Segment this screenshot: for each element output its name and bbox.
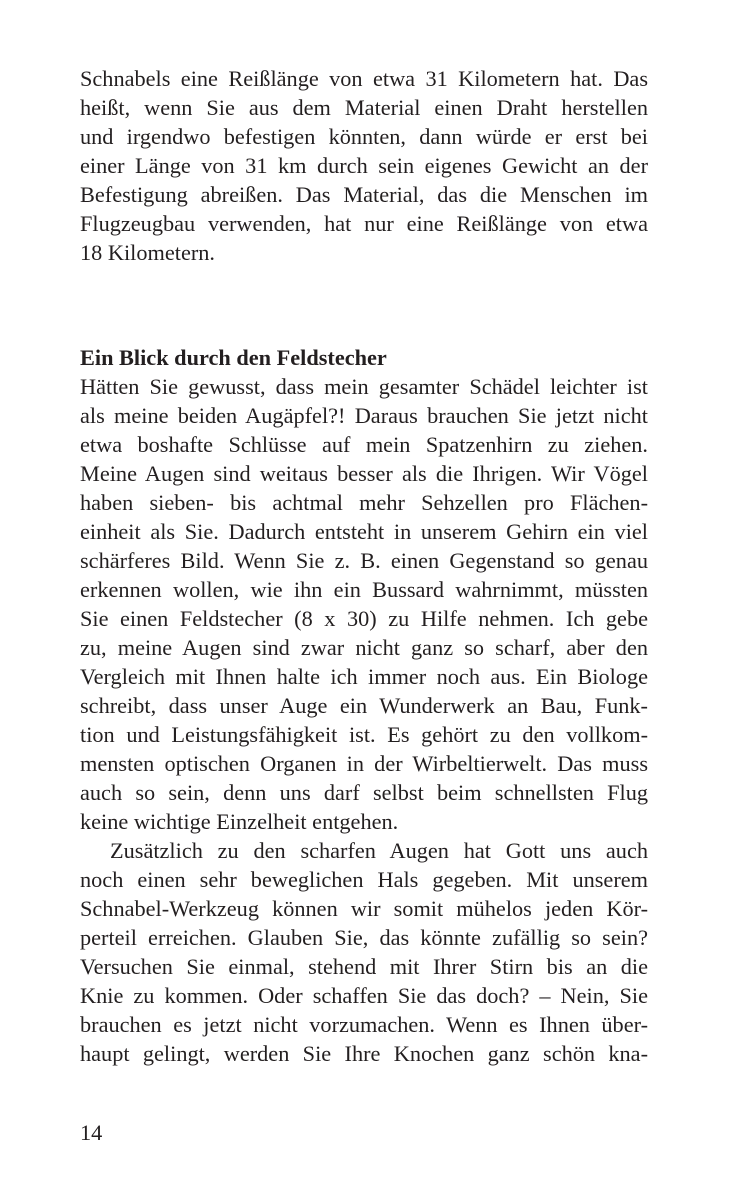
text-line: heißt, wenn Sie aus dem Material einen Draht herstellen: [80, 95, 648, 120]
text-line: und irgendwo befestigen könnten, dann würde er erst bei: [80, 124, 648, 149]
text-line: brauchen es jetzt nicht vorzumachen. Wenn es Ihnen über-: [80, 1012, 648, 1037]
text-line: 18 Kilometern.: [80, 240, 215, 265]
text-line: haupt gelingt, werden Sie Ihre Knochen ganz schön kna-: [80, 1041, 648, 1066]
text-line: Hätten Sie gewusst, dass mein gesamter Schädel leichter ist: [80, 374, 648, 399]
text-line: perteil erreichen. Glauben Sie, das könnte zufällig so sein?: [80, 925, 648, 950]
text-line: keine wichtige Einzelheit entgehen.: [80, 809, 399, 834]
section-heading: Ein Blick durch den Feldstecher: [80, 345, 387, 370]
text-line: Meine Augen sind weitaus besser als die Ihrigen. Wir Vögel: [80, 461, 648, 486]
text-line: erkennen wollen, wie ihn ein Bussard wahrnimmt, müssten: [80, 577, 648, 602]
text-line: etwa boshafte Schlüsse auf mein Spatzenhirn zu ziehen.: [80, 432, 648, 457]
text-line: Flugzeugbau verwenden, hat nur eine Reißlänge von etwa: [80, 211, 648, 236]
body-paragraph: [80, 372, 648, 836]
text-line: Befestigung abreißen. Das Material, das die Menschen im: [80, 182, 648, 207]
text-line: Zusätzlich zu den scharfen Augen hat Gott uns auch: [110, 838, 648, 863]
continuation-paragraph: [80, 64, 648, 267]
text-line: Knie zu kommen. Oder schaffen Sie das doch? – Nein, Sie: [80, 983, 648, 1008]
text-line: Sie einen Feldstecher (8 x 30) zu Hilfe nehmen. Ich gebe: [80, 606, 648, 631]
text-line: auch so sein, denn uns darf selbst beim schnellsten Flug: [80, 780, 648, 805]
text-line: schärferes Bild. Wenn Sie z. B. einen Gegenstand so genau: [80, 548, 648, 573]
text-line: einer Länge von 31 km durch sein eigenes Gewicht an der: [80, 153, 648, 178]
body-paragraph: [80, 836, 648, 1068]
text-line: als meine beiden Augäpfel?! Daraus brauchen Sie jetzt nicht: [80, 403, 648, 428]
text-line: Vergleich mit Ihnen halte ich immer noch aus. Ein Biologe: [80, 664, 648, 689]
text-line: mensten optischen Organen in der Wirbeltierwelt. Das muss: [80, 751, 648, 776]
text-line: Schnabels eine Reißlänge von etwa 31 Kilometern hat. Das: [80, 66, 648, 91]
page-number: 14: [80, 1120, 103, 1145]
book-page: [80, 64, 648, 1066]
text-line: zu, meine Augen sind zwar nicht ganz so scharf, aber den: [80, 635, 648, 660]
text-line: schreibt, dass unser Auge ein Wunderwerk an Bau, Funk-: [80, 693, 648, 718]
section-body: [80, 372, 648, 1068]
text-line: Versuchen Sie einmal, stehend mit Ihrer Stirn bis an die: [80, 954, 648, 979]
text-line: tion und Leistungsfähigkeit ist. Es gehört zu den vollkom-: [80, 722, 648, 747]
text-line: Schnabel-Werkzeug können wir somit mühelos jeden Kör-: [80, 896, 648, 921]
text-line: einheit als Sie. Dadurch entsteht in unserem Gehirn ein viel: [80, 519, 648, 544]
text-line: haben sieben- bis achtmal mehr Sehzellen pro Flächen-: [80, 490, 648, 515]
text-line: noch einen sehr beweglichen Hals gegeben. Mit unserem: [80, 867, 648, 892]
